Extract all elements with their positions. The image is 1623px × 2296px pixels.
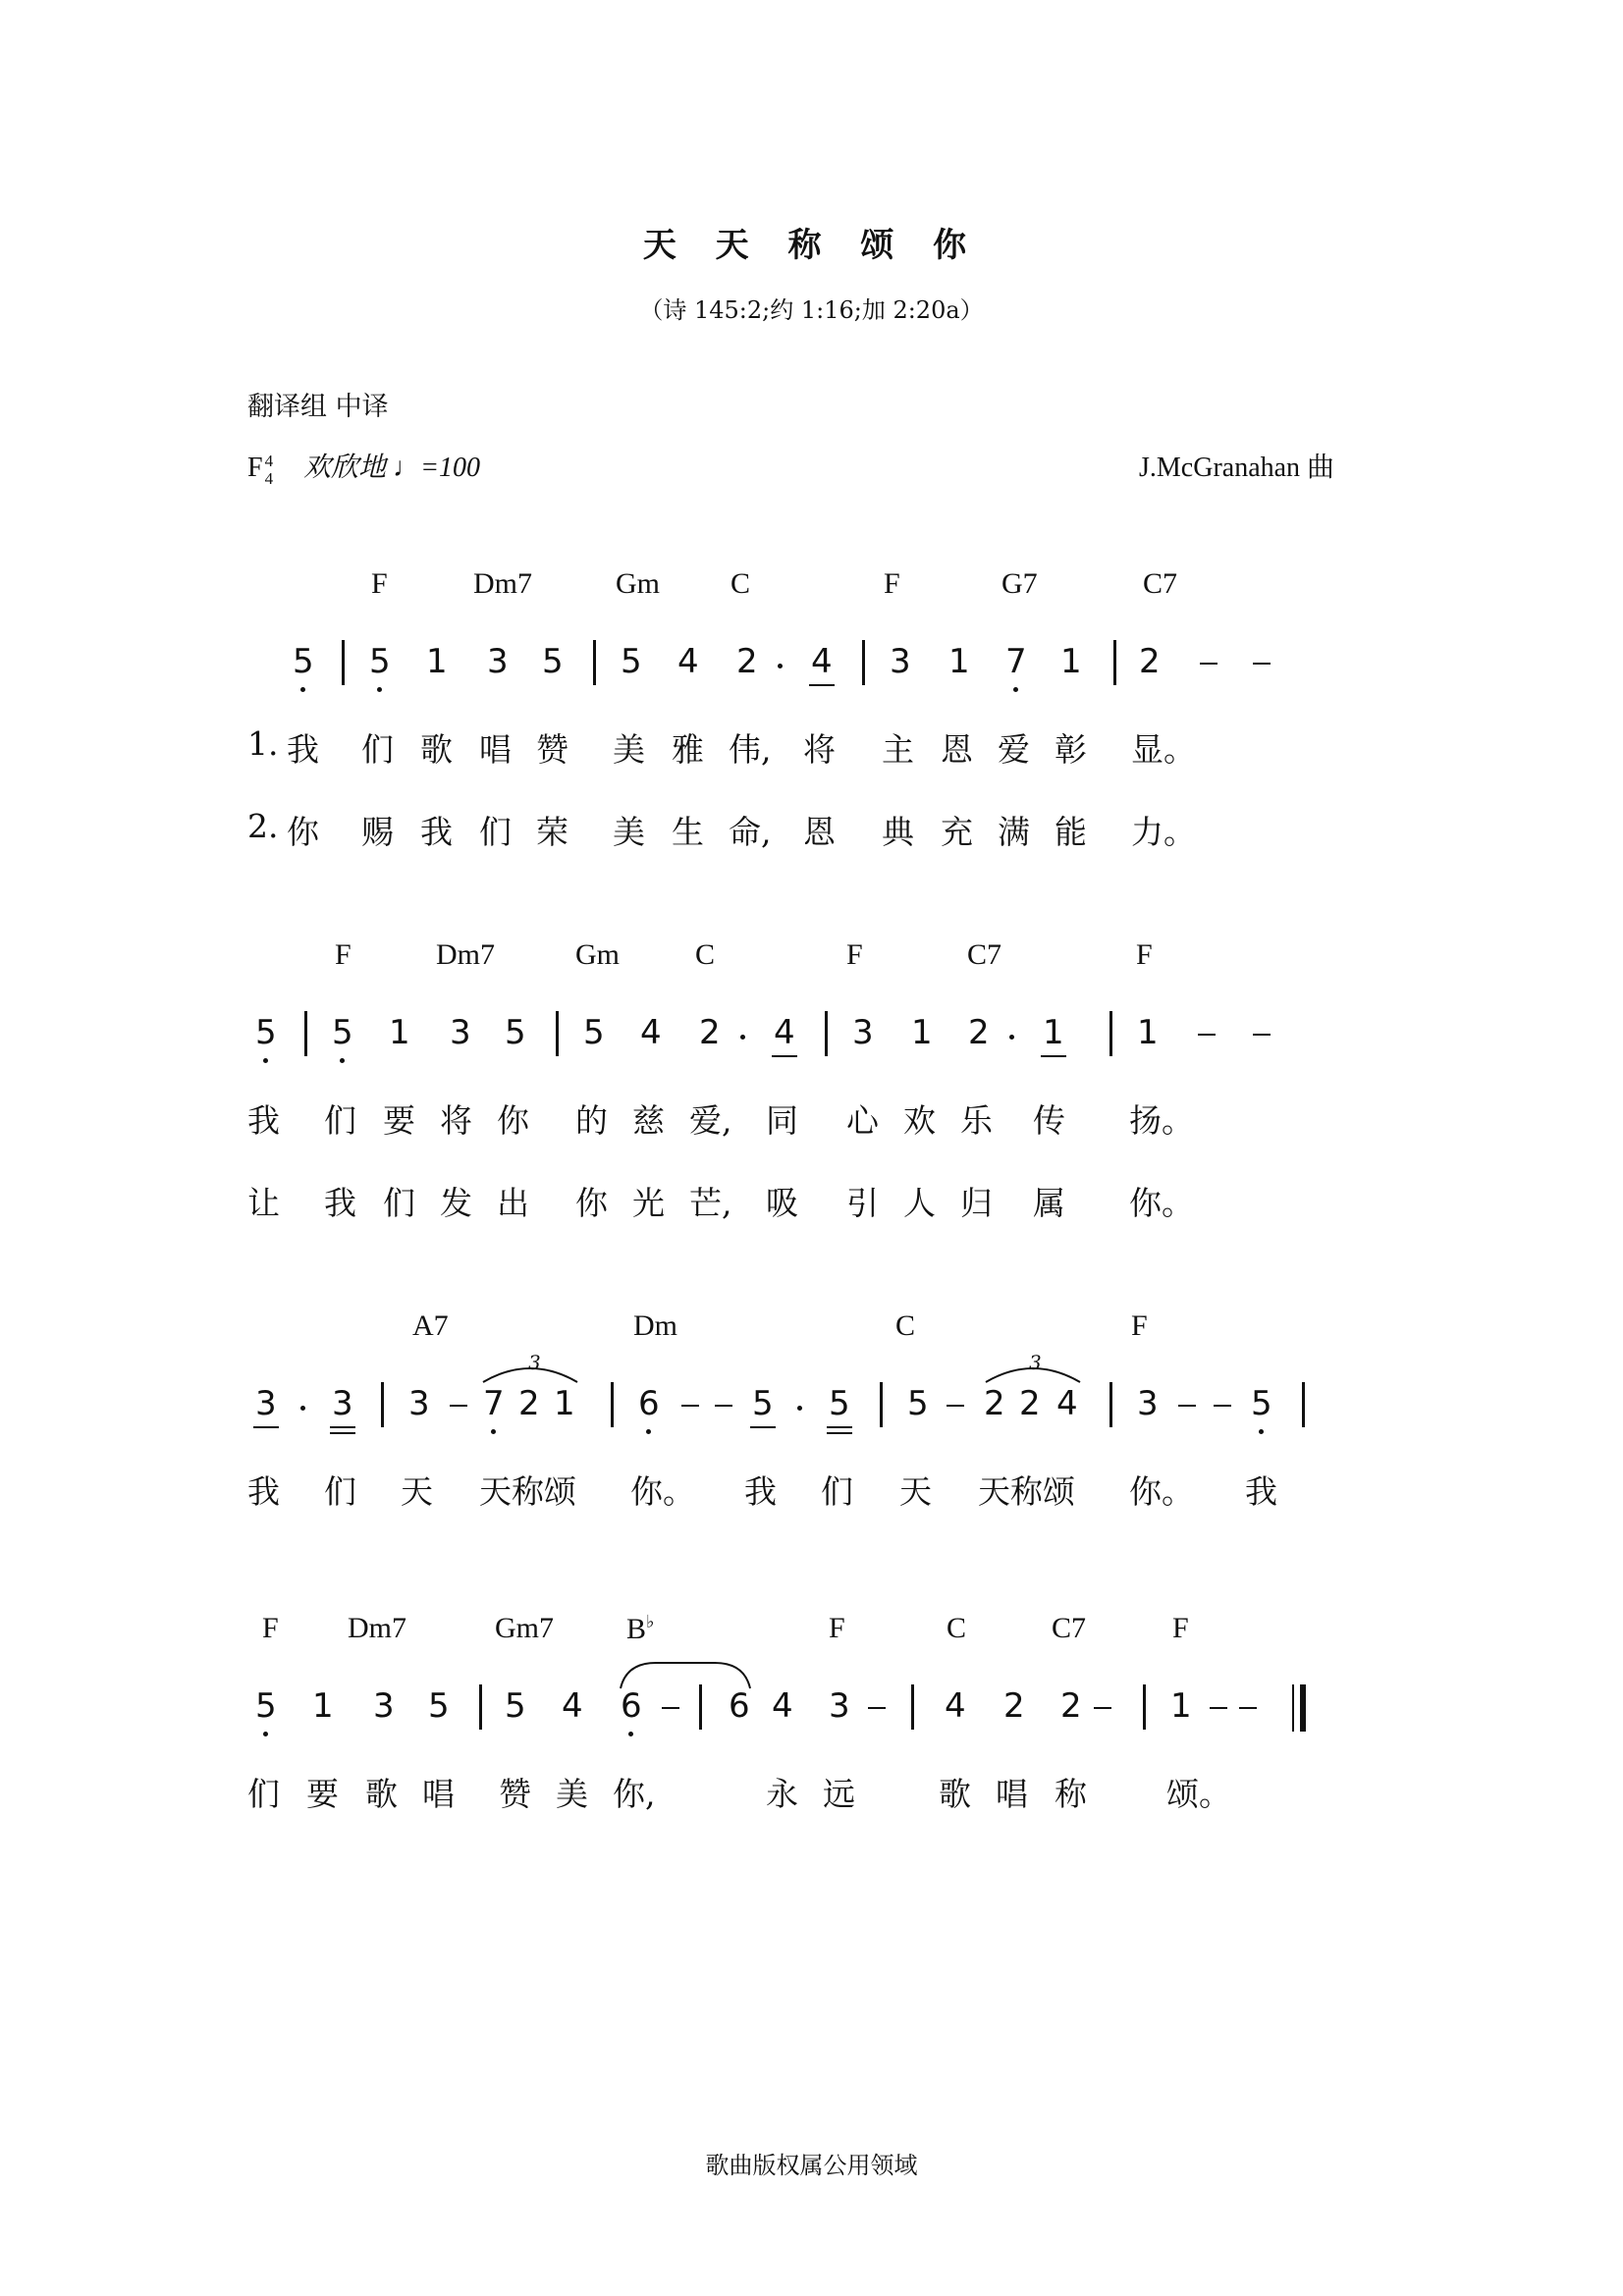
sixteenth-underline [330, 1426, 355, 1428]
note: 5 [583, 1013, 605, 1052]
note: 6 [621, 1686, 642, 1726]
lyric: 天 [401, 1472, 433, 1511]
eighth-underline [772, 1055, 797, 1057]
note: 5 [505, 1013, 526, 1052]
note: 3 [408, 1384, 430, 1423]
note: 1 [389, 1013, 410, 1052]
barline [1113, 640, 1116, 685]
sustain-dash [868, 1707, 886, 1709]
composer-credit: J.McGranahan 曲 [1139, 453, 1335, 483]
note: 1 [312, 1686, 334, 1726]
lyric: 雅 [672, 730, 704, 769]
lyric: 传 [1033, 1101, 1065, 1140]
chord: Dm7 [348, 1612, 406, 1644]
chord: Dm7 [436, 938, 495, 971]
flat-sign: ♭ [646, 1612, 655, 1631]
note: 5 [505, 1686, 526, 1726]
barline [479, 1684, 482, 1730]
note: 2 [518, 1384, 540, 1423]
barline [862, 640, 865, 685]
lyric: 让 [247, 1184, 280, 1222]
note: 5 [1251, 1384, 1272, 1423]
note: 1 [554, 1384, 575, 1423]
lyric: 赞 [536, 730, 568, 769]
eighth-underline [750, 1426, 776, 1428]
note: 1 [1043, 1013, 1064, 1052]
tempo-marking: ♩=100 [393, 453, 480, 483]
note: 3 [1137, 1384, 1159, 1423]
lyric: 你 [287, 813, 319, 851]
song-title: 天 天 称 颂 你 [642, 226, 981, 265]
lower-octave-dot [340, 1058, 345, 1063]
lyric: 欢 [903, 1101, 936, 1140]
lyric: 美 [556, 1775, 588, 1813]
chord: C7 [967, 938, 1002, 971]
note: 3 [373, 1686, 395, 1726]
lyric: 要 [383, 1101, 415, 1140]
chord: Gm7 [495, 1612, 554, 1644]
lyric: 你, [613, 1775, 656, 1813]
lyric: 出 [497, 1184, 529, 1222]
note: 4 [772, 1686, 793, 1726]
lyric: 人 [903, 1184, 936, 1222]
note: 5 [332, 1013, 353, 1052]
lyric: 歌 [939, 1775, 971, 1813]
lower-octave-dot [263, 1732, 268, 1736]
note: 5 [255, 1686, 277, 1726]
augmentation-dot [740, 1035, 745, 1040]
lyric: 我 [420, 813, 453, 851]
chord: Gm [616, 567, 660, 600]
note: 5 [369, 642, 391, 681]
chord: Dm7 [473, 567, 532, 600]
lyric: 将 [440, 1101, 472, 1140]
lyric: 属 [1033, 1184, 1065, 1222]
note: 5 [293, 642, 314, 681]
lyric: 爱, [689, 1101, 732, 1140]
time-sig-denominator: 4 [264, 468, 274, 488]
lyric: 乐 [960, 1101, 993, 1140]
lyric: 赐 [361, 813, 394, 851]
chord: F [884, 567, 900, 600]
lyric: 唱 [422, 1775, 455, 1813]
lyric: 们 [821, 1472, 853, 1511]
lyric: 天 [899, 1472, 932, 1511]
sustain-dash [1253, 663, 1271, 665]
chord: F [846, 938, 863, 971]
lyric: 称 [1055, 1775, 1087, 1813]
eighth-underline [1041, 1055, 1066, 1057]
chord: F [1131, 1309, 1148, 1342]
note: 4 [640, 1013, 662, 1052]
chord: C7 [1052, 1612, 1087, 1644]
note: 3 [255, 1384, 277, 1423]
lyric: 将 [803, 730, 836, 769]
sustain-dash [1178, 1405, 1196, 1407]
lyric: 光 [632, 1184, 665, 1222]
note: 4 [677, 642, 699, 681]
time-signature [265, 453, 274, 488]
sustain-dash [1094, 1707, 1111, 1709]
sixteenth-underline [330, 1432, 355, 1434]
lyric: 能 [1055, 813, 1087, 851]
lyric: 同 [766, 1101, 798, 1140]
note: 3 [487, 642, 509, 681]
note: 2 [1019, 1384, 1041, 1423]
lyric: 我 [247, 1472, 280, 1511]
chord: F [371, 567, 388, 600]
lyric: 们 [324, 1101, 356, 1140]
lyric: 的 [575, 1101, 608, 1140]
note: 1 [1137, 1013, 1159, 1052]
lyric: 显。 [1131, 730, 1196, 769]
barline [880, 1382, 883, 1427]
lyric: 荣 [536, 813, 568, 851]
scripture-reference: （诗 145:2;约 1:16;加 2:20a） [639, 296, 984, 324]
sustain-dash [1198, 1034, 1216, 1036]
lyric: 力。 [1131, 813, 1196, 851]
chord [626, 1612, 655, 1646]
note: 1 [1170, 1686, 1192, 1726]
barline [699, 1684, 702, 1730]
barline [304, 1011, 307, 1056]
sustain-dash [1239, 1707, 1257, 1709]
note: 3 [450, 1013, 471, 1052]
lyric: 唱 [996, 1775, 1028, 1813]
lyric: 归 [960, 1184, 993, 1222]
augmentation-dot [1009, 1035, 1014, 1040]
lyric: 颂。 [1166, 1775, 1231, 1813]
sustain-dash [662, 1707, 679, 1709]
lyric: 永 [766, 1775, 798, 1813]
note: 3 [332, 1384, 353, 1423]
augmentation-dot [797, 1406, 802, 1411]
note: 6 [729, 1686, 750, 1726]
lyric: 们 [383, 1184, 415, 1222]
note: 4 [811, 642, 833, 681]
style-label: 欢欣地 [303, 453, 387, 483]
note: 4 [1056, 1384, 1078, 1423]
lyric: 唱 [479, 730, 512, 769]
lyric: 你 [575, 1184, 608, 1222]
lyric: 你。 [630, 1472, 695, 1511]
lyric: 引 [846, 1184, 879, 1222]
note: 5 [907, 1384, 929, 1423]
lyric: 恩 [803, 813, 836, 851]
chord-root: B [626, 1613, 647, 1645]
lyric: 们 [479, 813, 512, 851]
triplet-number: 3 [1029, 1351, 1042, 1374]
lower-octave-dot [491, 1429, 496, 1434]
lyric: 美 [613, 730, 645, 769]
sixteenth-underline [827, 1426, 852, 1428]
barline [556, 1011, 559, 1056]
note: 4 [945, 1686, 966, 1726]
barline [911, 1684, 914, 1730]
expression-marking [303, 453, 480, 483]
note: 5 [255, 1013, 277, 1052]
lyric: 美 [613, 813, 645, 851]
sixteenth-underline [827, 1432, 852, 1434]
chord: F [262, 1612, 279, 1644]
verse-number: 1. [247, 724, 279, 763]
eighth-underline [253, 1426, 279, 1428]
note: 2 [699, 1013, 721, 1052]
note: 2 [984, 1384, 1005, 1423]
key-signature: F [247, 453, 263, 483]
barline [1302, 1382, 1305, 1427]
lyric: 主 [882, 730, 914, 769]
lyric: 们 [247, 1775, 280, 1813]
lyric: 心 [846, 1101, 879, 1140]
chord: F [1136, 938, 1153, 971]
lyric: 慈 [632, 1101, 665, 1140]
lyric: 你。 [1129, 1184, 1194, 1222]
note: 4 [774, 1013, 795, 1052]
note: 1 [426, 642, 448, 681]
lyric: 我 [324, 1184, 356, 1222]
chord: C [947, 1612, 967, 1644]
lyric: 发 [440, 1184, 472, 1222]
key-tempo-line [247, 446, 480, 488]
lower-octave-dot [646, 1429, 651, 1434]
chord: F [829, 1612, 845, 1644]
lyric: 天称颂 [978, 1472, 1075, 1511]
sustain-dash [450, 1405, 467, 1407]
lyric: 吸 [766, 1184, 798, 1222]
chord: F [1172, 1612, 1189, 1644]
note: 5 [752, 1384, 774, 1423]
note: 3 [890, 642, 911, 681]
note: 5 [621, 642, 642, 681]
note: 7 [1005, 642, 1027, 681]
lower-octave-dot [1259, 1429, 1264, 1434]
lyric: 典 [882, 813, 914, 851]
lyric: 我 [287, 730, 319, 769]
lyric: 我 [247, 1101, 280, 1140]
chord: F [335, 938, 352, 971]
lower-octave-dot [628, 1732, 633, 1736]
lyric: 要 [306, 1775, 339, 1813]
augmentation-dot [778, 664, 783, 668]
copyright-footer: 歌曲版权属公用领域 [705, 2152, 918, 2179]
triplet-number: 3 [528, 1351, 541, 1374]
sustain-dash [1200, 663, 1217, 665]
lyric: 你 [497, 1101, 529, 1140]
barline [1109, 1382, 1112, 1427]
note: 7 [483, 1384, 505, 1423]
barline [1109, 1011, 1112, 1056]
chord: C [730, 567, 751, 600]
eighth-underline [809, 684, 835, 686]
chord: A7 [412, 1309, 449, 1342]
lyric: 生 [672, 813, 704, 851]
chord: C7 [1143, 567, 1178, 600]
lyric: 我 [744, 1472, 777, 1511]
note: 3 [852, 1013, 874, 1052]
barline [1143, 1684, 1146, 1730]
chord: C [895, 1309, 916, 1342]
lyric: 爱 [998, 730, 1030, 769]
sustain-dash [1214, 1405, 1231, 1407]
final-barline-thin [1292, 1684, 1294, 1732]
barline [593, 640, 596, 685]
lyric: 充 [941, 813, 973, 851]
note: 1 [1060, 642, 1082, 681]
lyric: 赞 [499, 1775, 531, 1813]
chord: C [695, 938, 716, 971]
lyric: 恩 [941, 730, 973, 769]
note: 5 [829, 1384, 850, 1423]
chord: Gm [575, 938, 620, 971]
lower-octave-dot [300, 687, 305, 692]
lyric: 们 [324, 1472, 356, 1511]
note: 2 [1060, 1686, 1082, 1726]
sustain-dash [947, 1405, 964, 1407]
note: 5 [428, 1686, 450, 1726]
lower-octave-dot [263, 1058, 268, 1063]
note: 2 [1139, 642, 1161, 681]
lyric: 命, [729, 813, 772, 851]
translator-credit: 翻译组 中译 [247, 392, 389, 422]
lyric: 芒, [689, 1184, 732, 1222]
verse-number: 2. [247, 807, 279, 845]
augmentation-dot [300, 1406, 305, 1411]
lyric: 扬。 [1129, 1101, 1194, 1140]
lyric: 歌 [365, 1775, 398, 1813]
note: 6 [638, 1384, 660, 1423]
note: 2 [968, 1013, 990, 1052]
sustain-dash [715, 1405, 732, 1407]
chord: G7 [1001, 567, 1038, 600]
barline [825, 1011, 828, 1056]
note: 2 [1003, 1686, 1025, 1726]
note: 5 [542, 642, 564, 681]
lyric: 远 [823, 1775, 855, 1813]
sustain-dash [1253, 1034, 1271, 1036]
final-barline-thick [1300, 1684, 1306, 1732]
barline [611, 1382, 614, 1427]
lyric: 伟, [729, 730, 772, 769]
note: 1 [948, 642, 970, 681]
lyric: 彰 [1055, 730, 1087, 769]
note: 4 [562, 1686, 583, 1726]
note: 2 [736, 642, 758, 681]
lyric: 满 [998, 813, 1030, 851]
barline [342, 640, 345, 685]
lower-octave-dot [377, 687, 382, 692]
note: 3 [829, 1686, 850, 1726]
lyric: 你。 [1129, 1472, 1194, 1511]
lyric: 我 [1245, 1472, 1277, 1511]
lyric: 歌 [420, 730, 453, 769]
sustain-dash [681, 1405, 699, 1407]
lyric: 们 [361, 730, 394, 769]
time-sig-numerator: 4 [264, 451, 274, 470]
barline [381, 1382, 384, 1427]
sustain-dash [1210, 1707, 1227, 1709]
note: 1 [911, 1013, 933, 1052]
chord: Dm [633, 1309, 677, 1342]
lyric: 天称颂 [479, 1472, 576, 1511]
lower-octave-dot [1013, 687, 1018, 692]
